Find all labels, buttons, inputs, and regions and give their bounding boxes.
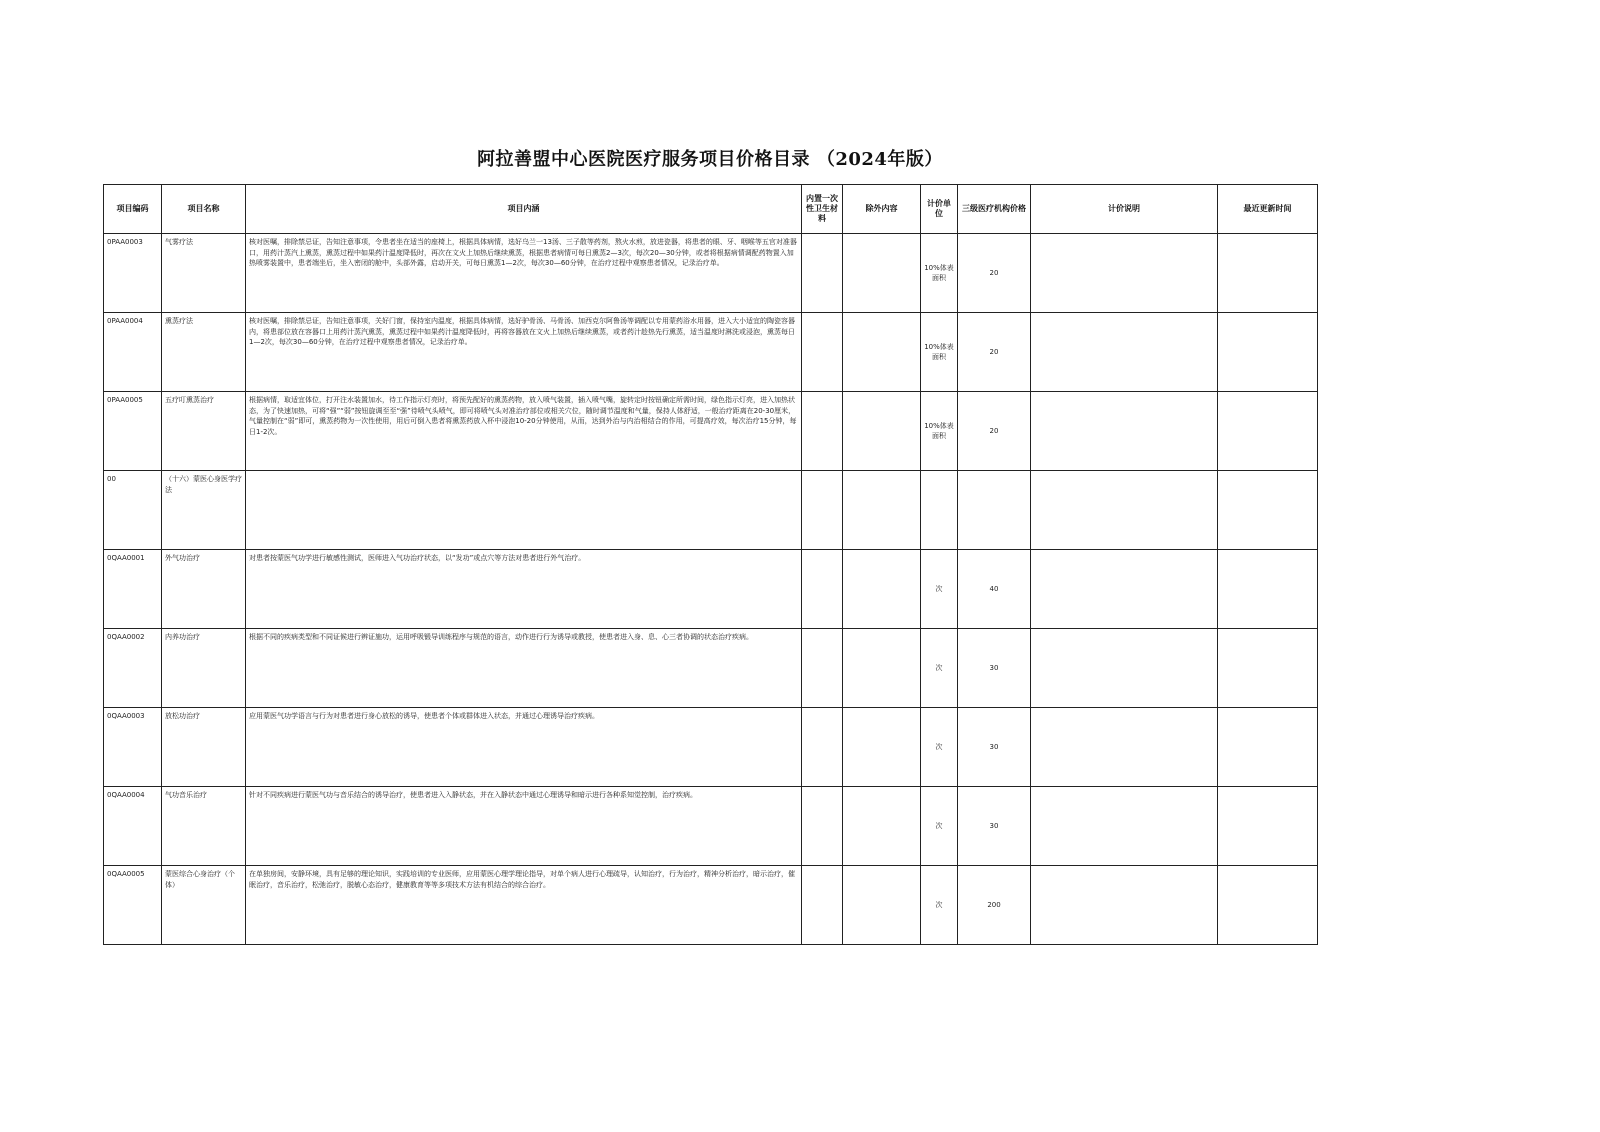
cell-updated [1218,471,1318,550]
cell-updated [1218,787,1318,866]
cell-name: （十六）蒙医心身医学疗法 [162,471,246,550]
cell-notes [1031,787,1218,866]
cell-notes [1031,629,1218,708]
cell-price [958,471,1031,550]
header-notes: 计价说明 [1031,185,1218,234]
table-row [104,234,1318,313]
cell-materials [802,866,843,945]
cell-unit: 10%体表面积 [921,234,958,313]
cell-unit: 次 [921,550,958,629]
cell-materials [802,313,843,392]
table-row [104,708,1318,787]
cell-updated [1218,234,1318,313]
cell-price: 30 [958,787,1031,866]
table-row [104,313,1318,392]
cell-materials [802,471,843,550]
cell-content: 核对医嘱，排除禁忌证，告知注意事项，令患者坐在适当的座椅上，根据具体病情，选好乌兰一13汤、三子散等药剂，熬火水煎，放进瓷器，将患者的眼、牙、咽喉等五官对准器口，用药汁蒸汽上熏蒸，熏蒸过程中如果药汁温度降低时，再次在文火上加热后继续熏蒸，根据患者病情可每日熏蒸2—3次，每次20—30分钟，或者将根据病情调配药物置入加热喷雾装置中，患者端坐后，坐入密闭的舱中，头部外露，启动开关，可每日熏蒸1—2次，每次30—60分钟，在治疗过程中观察患者情况，记录治疗单。 [246,234,802,313]
header-name: 项目名称 [162,185,246,234]
cell-price: 20 [958,392,1031,471]
cell-content: 对患者按蒙医气功学进行敏感性测试，医师进入气功治疗状态，以“发功”或点穴等方法对患者进行外气治疗。 [246,550,802,629]
cell-unit: 次 [921,708,958,787]
cell-name: 气雾疗法 [162,234,246,313]
cell-excluded [843,313,921,392]
cell-notes [1031,313,1218,392]
cell-unit [921,471,958,550]
table-header-row [104,185,1318,234]
cell-code: 0PAA0003 [104,234,162,313]
cell-updated [1218,392,1318,471]
header-price: 三级医疗机构价格 [958,185,1031,234]
cell-price: 20 [958,313,1031,392]
cell-price: 20 [958,234,1031,313]
cell-excluded [843,392,921,471]
cell-unit: 次 [921,629,958,708]
cell-name: 外气功治疗 [162,550,246,629]
cell-code: 0QAA0004 [104,787,162,866]
cell-updated [1218,550,1318,629]
table-row [104,866,1318,945]
header-materials: 内置一次性卫生材料 [802,185,843,234]
cell-price: 40 [958,550,1031,629]
cell-materials [802,392,843,471]
table-row [104,629,1318,708]
header-updated: 最近更新时间 [1218,185,1318,234]
cell-excluded [843,787,921,866]
cell-excluded [843,629,921,708]
table-row [104,787,1318,866]
cell-updated [1218,866,1318,945]
cell-content: 应用蒙医气功学语言与行为对患者进行身心放松的诱导，使患者个体或群体进入状态，并通过心理诱导治疗疾病。 [246,708,802,787]
cell-code: 0QAA0001 [104,550,162,629]
cell-code: 0QAA0003 [104,708,162,787]
cell-content: 针对不同疾病进行蒙医气功与音乐结合的诱导治疗，使患者进入入静状态，并在入静状态中通过心理诱导和暗示进行各种系知觉控制，治疗疾病。 [246,787,802,866]
cell-notes [1031,866,1218,945]
cell-price: 30 [958,708,1031,787]
table-row [104,471,1318,550]
cell-updated [1218,313,1318,392]
cell-notes [1031,708,1218,787]
cell-name: 内养功治疗 [162,629,246,708]
cell-unit: 10%体表面积 [921,313,958,392]
cell-name: 蒙医综合心身治疗（个体） [162,866,246,945]
cell-materials [802,234,843,313]
cell-content: 根据病情，取适宜体位，打开注水装置加水，待工作指示灯亮时，将预先配好的熏蒸药物，放入喷气装置，插入喷气嘴，旋转定时按钮确定所需时间，绿色指示灯亮，进入加热状态，为了快速加热，可将“强”“弱”按钮旋调至至“强”待喷气头喷气，即可将喷气头对准治疗部位或相关穴位，随时调节温度和气量，保持人体舒适，一般治疗距离在20-30厘米，气量控制在“弱”即可，熏蒸药物为一次性使用，用后可倒入患者将熏蒸药放入杯中浸泡10-20分钟使用，从而，达到外治与内治相结合的作用，可提高疗效，每次治疗15分钟，每日1-2次。 [246,392,802,471]
cell-name: 气功音乐治疗 [162,787,246,866]
cell-code: 0PAA0005 [104,392,162,471]
cell-content: 根据不同的疾病类型和不同证候进行辨证施功，运用呼吸锻导训练程序与规范的语言，动作进行行为诱导或教授，使患者进入身、息、心三者协调的状态治疗疾病。 [246,629,802,708]
price-table [103,184,1318,945]
cell-content: 在单独房间，安静环境，具有足够的理论知识，实践培训的专业医师，应用蒙医心理学理论指导，对单个病人进行心理疏导，认知治疗，行为治疗，精神分析治疗，暗示治疗，催眠治疗，音乐治疗，松弛治疗，脱敏心态治疗，健康教育等等多项技术方法有机结合的综合治疗。 [246,866,802,945]
cell-name: 放松功治疗 [162,708,246,787]
cell-updated [1218,708,1318,787]
header-unit: 计价单位 [921,185,958,234]
cell-notes [1031,550,1218,629]
cell-excluded [843,471,921,550]
cell-materials [802,708,843,787]
cell-materials [802,787,843,866]
table-row [104,550,1318,629]
cell-updated [1218,629,1318,708]
cell-name: 五疗叮熏蒸治疗 [162,392,246,471]
header-excluded: 除外内容 [843,185,921,234]
cell-materials [802,629,843,708]
cell-code: 00 [104,471,162,550]
cell-price: 30 [958,629,1031,708]
cell-excluded [843,866,921,945]
cell-unit: 10%体表面积 [921,392,958,471]
cell-unit: 次 [921,866,958,945]
cell-excluded [843,234,921,313]
cell-materials [802,550,843,629]
table-row [104,392,1318,471]
cell-excluded [843,550,921,629]
cell-notes [1031,471,1218,550]
cell-code: 0PAA0004 [104,313,162,392]
cell-excluded [843,708,921,787]
header-content: 项目内涵 [246,185,802,234]
cell-content: 核对医嘱，排除禁忌证，告知注意事项，关好门窗，保持室内温度，根据具体病情，选好驴骨汤、马骨汤、加西克尔阿鲁汤等调配以专用蒙药浴水用器，进入大小适宜的陶瓷容器内，将患部位放在容器口上用药汁蒸汽熏蒸，熏蒸过程中如果药汁温度降低时，再将容器放在文火上加热后继续熏蒸，或者药汁趁热先行熏蒸，适当温度时淋洗或浸泡，熏蒸每日1—2次，每次30—60分钟，在治疗过程中观察患者情况，记录治疗单。 [246,313,802,392]
cell-name: 熏蒸疗法 [162,313,246,392]
header-code: 项目编码 [104,185,162,234]
cell-content [246,471,802,550]
cell-notes [1031,234,1218,313]
page-title: 阿拉善盟中心医院医疗服务项目价格目录 （2024年版） [477,149,943,170]
cell-price: 200 [958,866,1031,945]
cell-notes [1031,392,1218,471]
cell-unit: 次 [921,787,958,866]
cell-code: 0QAA0005 [104,866,162,945]
cell-code: 0QAA0002 [104,629,162,708]
